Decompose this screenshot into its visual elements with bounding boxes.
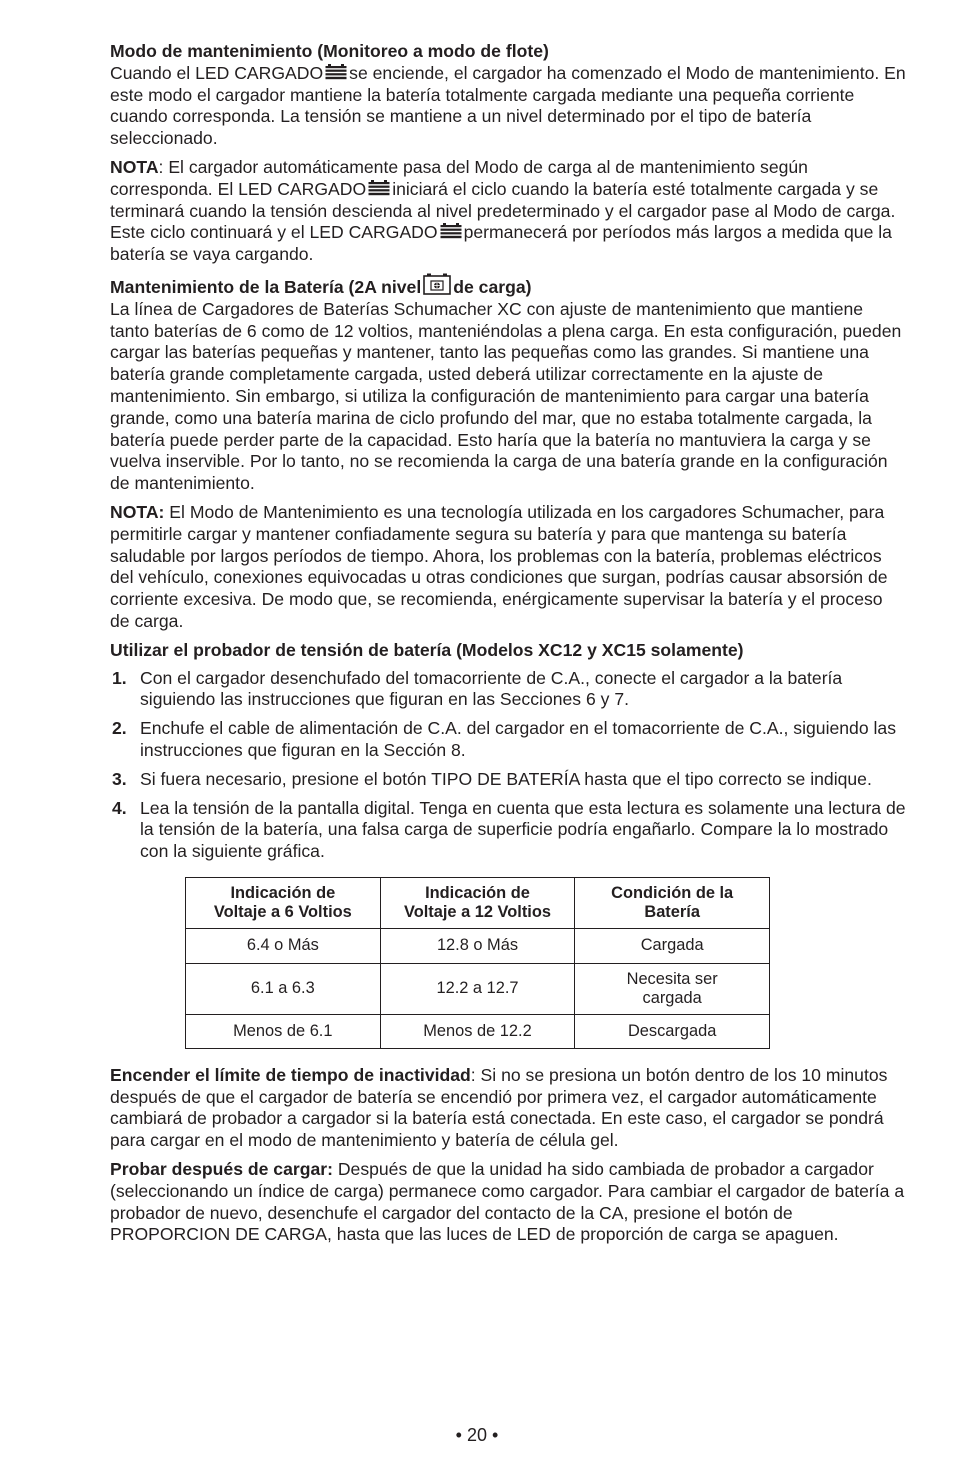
list-item: 2. Enchufe el cable de alimentación de C.A. del cargador en el tomacorriente de C.A., siguiendo las instrucciones que figuran en la Sección 8. (112, 718, 896, 760)
charged-battery-icon (368, 180, 390, 197)
page-content (110, 41, 906, 1253)
note-label: NOTA (110, 156, 159, 177)
table-cell: Menos de 6.1 (186, 1014, 381, 1048)
table-cell: 12.2 a 12.7 (380, 963, 575, 1014)
battery-maintenance-body: La línea de Cargadores de Baterías Schumacher XC con ajuste de mantenimiento que mantiene tanto baterías de 6 como de 12 voltios, manteniéndolas a plena carga. En esta configuración, pueden cargar las baterías pequeñas y mantener, tanto las pequeñas como las grandes. Si mantiene una batería grande completamente cargada, usted deberá utilizar correctamente en la ajuste de mantenimiento. Sin embargo, si utiliza la configuración de mantenimiento para cargar una batería grande, como una batería marina de ciclo profundo del mar, que no estaba totalmente cargada, la batería puede perder parte de la capacidad. Esto haría que la batería no mantuviera la carga y se vuelva inservible. Por lo tanto, no se recomienda la carga de una batería grande en la configuración de mantenimiento. (110, 298, 902, 494)
table-row (186, 963, 770, 1014)
battery-maintenance-note: NOTA: El Modo de Mantenimiento es una tecnología utilizada en los cargadores Schumacher, para permitirle cargar y mantener confiadamente segura su batería y para que mantenga su batería saludable por largos períodos de tiempo. Ahora, los problemas con la batería, problemas eléctricos del vehículo, conexiones equivocadas u otras condiciones que surgan, podrías causar absorsión de corriente excesiva. De modo que, se recomienda, enérgicamente supervisar la batería y el proceso de carga. (110, 501, 888, 631)
table-header-condition: Condición de la Batería (575, 877, 770, 928)
voltage-table (185, 877, 770, 1049)
table-cell: Menos de 12.2 (380, 1014, 575, 1048)
maintenance-mode-paragraph: Cuando el LED CARGADO se enciende, el cargador ha comenzado el Modo de mantenimiento. En este modo el cargador mantiene la batería totalmente cargada mediante una pequeña corriente cuando corresponda. La tensión se mantiene a un nivel determinado por el tipo de batería seleccionado. (110, 62, 906, 149)
test-after-charge-paragraph: Probar después de cargar: Después de que la unidad ha sido cambiada de probador a cargador (seleccionando un índice de carga) permanece como cargador. Para cambiar el cargador de batería a probador de nuevo, desenchufe el cargador del contacto de la CA, presione el botón de PROPORCION DE CARGA, hasta que las luces de LED de proporción de carga se apaguen. (110, 1159, 905, 1245)
list-item: 1. Con el cargador desenchufado del tomacorriente de C.A., conecte el cargador a la batería siguiendo las instrucciones que figuran en las Secciones 6 y 7. (112, 667, 843, 710)
table-cell: Necesita ser cargada (575, 963, 770, 1014)
test-after-charge-label: Probar después de cargar: (110, 1159, 333, 1180)
table-header-row (186, 877, 770, 928)
charged-battery-icon (440, 223, 462, 240)
idle-timeout-paragraph: Encender el límite de tiempo de inactividad: Si no se presiona un botón dentro de los 10 minutos después de que el cargador de batería se encendió por primera vez, el cargador automáticamente cambiará de probador a cargador si la batería está conectada. En este caso, el cargador se pondrá para cargar en el modo de mantenimiento y batería de célula gel. (110, 1064, 888, 1151)
table-header-12v: Indicación de Voltaje a 12 Voltios (380, 877, 575, 928)
note-label: NOTA: (110, 501, 165, 522)
page-number: • 20 • (455, 1425, 499, 1445)
table-header-6v: Indicación de Voltaje a 6 Voltios (186, 877, 381, 928)
table-cell: Cargada (575, 928, 770, 963)
maintenance-battery-icon (423, 273, 451, 295)
table-row (186, 1014, 770, 1048)
charged-battery-icon (325, 64, 347, 81)
battery-maintenance-title: Mantenimiento de la Batería (2A nivel de carga) (110, 273, 906, 299)
table-cell: 6.1 a 6.3 (186, 963, 381, 1014)
voltage-tester-title: Utilizar el probador de tensión de batería (Modelos XC12 y XC15 solamente) (110, 639, 744, 660)
maintenance-mode-note: NOTA: El cargador automáticamente pasa del Modo de carga al de mantenimiento según corresponda. El LED CARGADO iniciará el ciclo cuando la batería esté totalmente cargada y se terminará cuando la tensión descienda al nivel predeterminado y el cargador pase al Modo de carga. Este ciclo continuará y el LED CARGADO permanecerá por períodos más largos a medida que la batería se vaya cargando. (110, 156, 896, 265)
table-row (186, 928, 770, 963)
table-cell: Descargada (575, 1014, 770, 1048)
maintenance-mode-title: Modo de mantenimiento (Monitoreo a modo de flote) (110, 41, 549, 61)
table-cell: 6.4 o Más (186, 928, 381, 963)
table-cell: 12.8 o Más (380, 928, 575, 963)
tester-steps-list (110, 668, 906, 863)
list-item: 4. Lea la tensión de la pantalla digital. Tenga en cuenta que esta lectura es solamente una lectura de la tensión de la batería, una falsa carga de superficie podría engañarlo. Compare la lo mostrado con la siguiente gráfica. (112, 797, 906, 862)
idle-timeout-label: Encender el límite de tiempo de inactividad (110, 1064, 471, 1085)
list-item: 3. Si fuera necesario, presione el botón TIPO DE BATERÍA hasta que el tipo correcto se indique. (112, 768, 872, 789)
